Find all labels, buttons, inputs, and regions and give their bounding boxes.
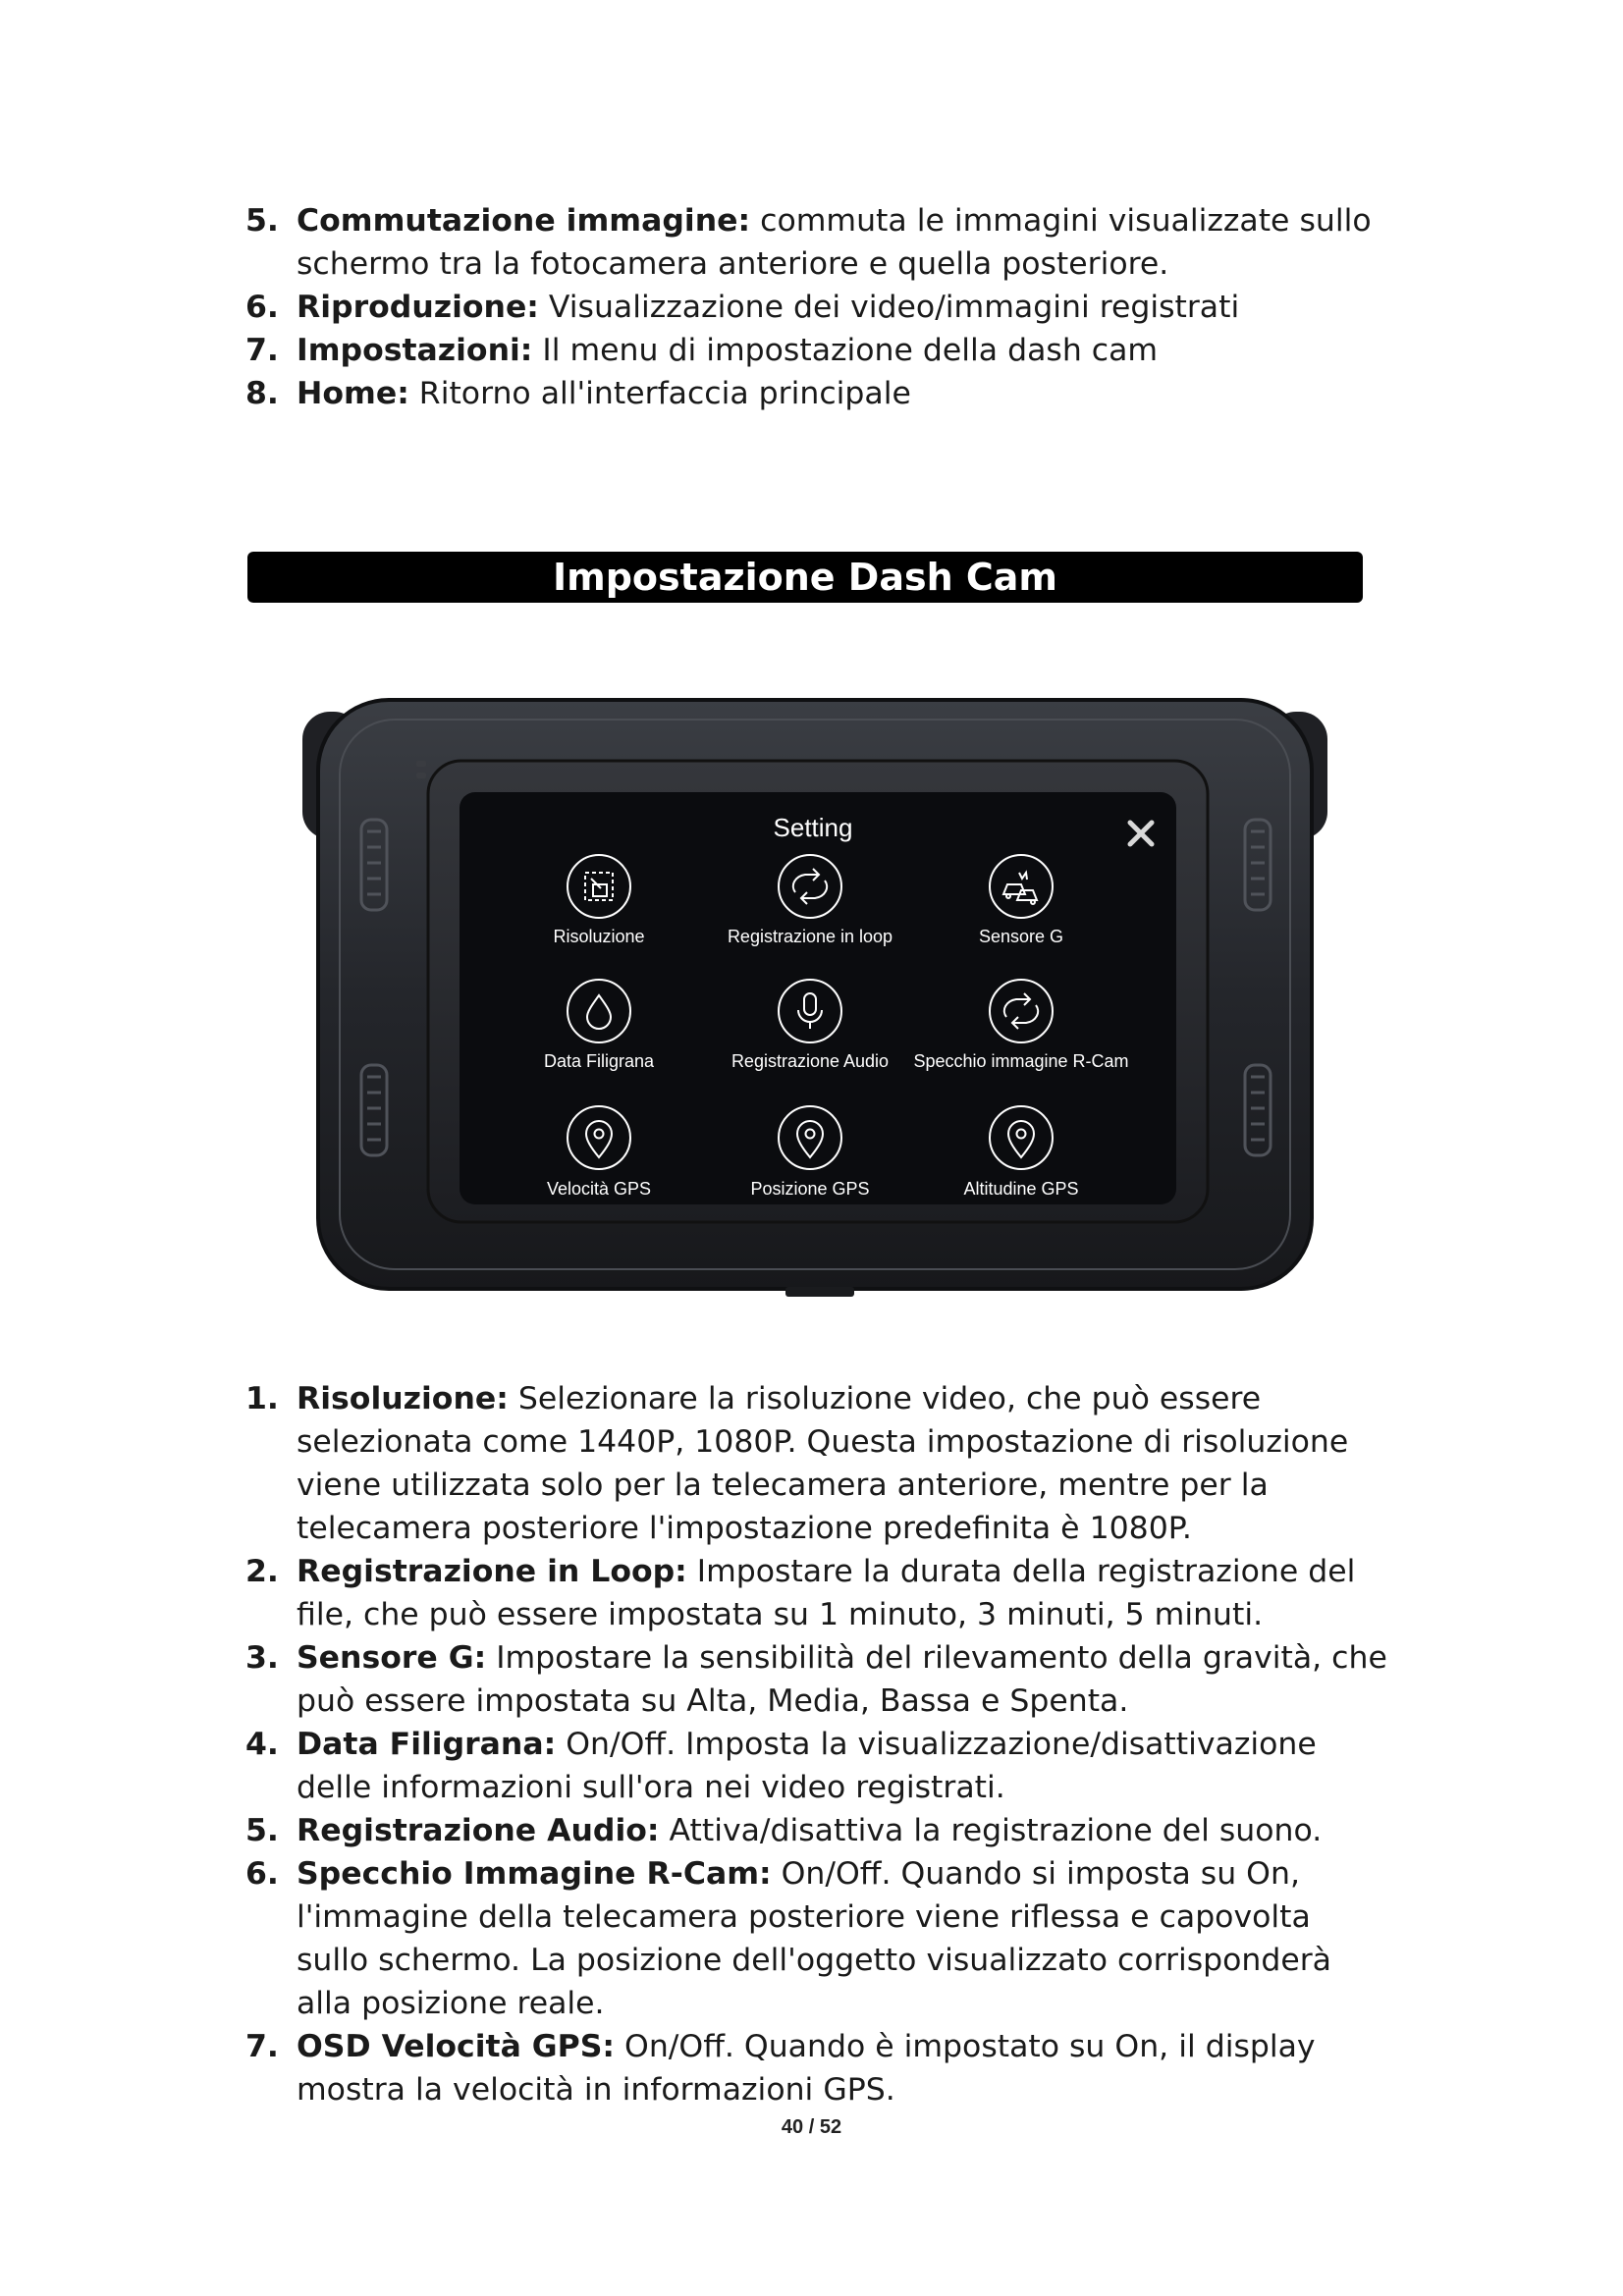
- menu-item-label: Registrazione Audio: [730, 1051, 890, 1071]
- item-text: On/Off. Imposta la visualizzazione/disattivazione delle informazioni sull'ora nei video registrati.: [297, 1727, 1317, 1805]
- item-term: OSD Velocità GPS:: [297, 2029, 616, 2064]
- list-item: [0, 1550, 1623, 1636]
- list-item: [0, 286, 1623, 329]
- menu-item-label: Data Filigrana: [543, 1051, 655, 1071]
- item-text: commuta le immagini visualizzate sullo schermo tra la fotocamera anteriore e quella posteriore.: [297, 203, 1372, 282]
- item-term: Impostazioni:: [297, 333, 533, 368]
- list-item: [0, 2025, 1623, 2111]
- item-text: Ritorno all'interfaccia principale: [408, 376, 911, 411]
- menu-item-label: Velocità GPS: [546, 1179, 652, 1199]
- list-item: [0, 1852, 1623, 2025]
- list-item: [0, 1636, 1623, 1723]
- menu-item-label: Sensore G: [978, 927, 1064, 946]
- item-number: 7.: [245, 333, 279, 368]
- item-text: Attiva/disattiva la registrazione del suono.: [659, 1813, 1323, 1848]
- item-number: 6.: [245, 290, 279, 325]
- item-number: 3.: [245, 1640, 279, 1676]
- list-item: [0, 329, 1623, 372]
- item-term: Specchio Immagine R-Cam:: [297, 1856, 772, 1892]
- item-text: Impostare la durata della registrazione del file, che può essere impostata su 1 minuto, 3 minuti, 5 minuti.: [297, 1554, 1356, 1632]
- item-number: 5.: [245, 203, 279, 239]
- item-text: Selezionare la risoluzione video, che può essere selezionata come 1440P, 1080P. Questa impostazione di risoluzione viene utilizzata solo per la telecamera anteriore, mentre per la telecamera posteriore l'impostazione predefinita è 1080P.: [297, 1381, 1349, 1546]
- menu-item-label: Registrazione in loop: [727, 927, 893, 946]
- list-item: [0, 1377, 1623, 1550]
- device-connector: [785, 1287, 854, 1297]
- list-item: [0, 1723, 1623, 1809]
- item-term: Commutazione immagine:: [297, 203, 751, 239]
- menu-item-label: Specchio immagine R-Cam: [913, 1051, 1129, 1071]
- item-term: Riproduzione:: [297, 290, 539, 325]
- section-title-banner: Impostazione Dash Cam: [247, 552, 1363, 603]
- list-item: [0, 199, 1623, 286]
- list-item: [0, 1809, 1623, 1852]
- item-term: Data Filigrana:: [297, 1727, 557, 1762]
- item-number: 5.: [245, 1813, 279, 1848]
- item-text: Visualizzazione dei video/immagini registrati: [538, 290, 1240, 325]
- item-term: Home:: [297, 376, 409, 411]
- item-number: 8.: [245, 376, 279, 411]
- top-numbered-list: [0, 199, 1623, 415]
- dash-cam-device-image: [295, 692, 1335, 1301]
- item-term: Registrazione in Loop:: [297, 1554, 687, 1589]
- item-text: Impostare la sensibilità del rilevamento della gravità, che può essere impostata su Alta, Media, Bassa e Spenta.: [297, 1640, 1387, 1719]
- settings-description-list: [0, 1377, 1623, 2111]
- item-number: 6.: [245, 1856, 279, 1892]
- menu-item-label: Altitudine GPS: [963, 1179, 1079, 1199]
- item-number: 4.: [245, 1727, 279, 1762]
- menu-item-label: Posizione GPS: [750, 1179, 870, 1199]
- item-text: On/Off. Quando è impostato su On, il display mostra la velocità in informazioni GPS.: [297, 2029, 1316, 2108]
- item-term: Sensore G:: [297, 1640, 487, 1676]
- item-text: On/Off. Quando si imposta su On, l'immagine della telecamera posteriore viene riflessa e capovolta sullo schermo. La posizione dell'oggetto visualizzato corrisponderà alla posizione reale.: [297, 1856, 1331, 2021]
- item-term: Registrazione Audio:: [297, 1813, 660, 1848]
- list-item: [0, 372, 1623, 415]
- item-number: 7.: [245, 2029, 279, 2064]
- item-text: Il menu di impostazione della dash cam: [532, 333, 1159, 368]
- item-number: 1.: [245, 1381, 279, 1416]
- item-term: Risoluzione:: [297, 1381, 509, 1416]
- item-number: 2.: [245, 1554, 279, 1589]
- page-number: 40 / 52: [781, 2116, 842, 2138]
- screen-title: Setting: [773, 813, 853, 842]
- menu-item-label: Risoluzione: [553, 927, 645, 946]
